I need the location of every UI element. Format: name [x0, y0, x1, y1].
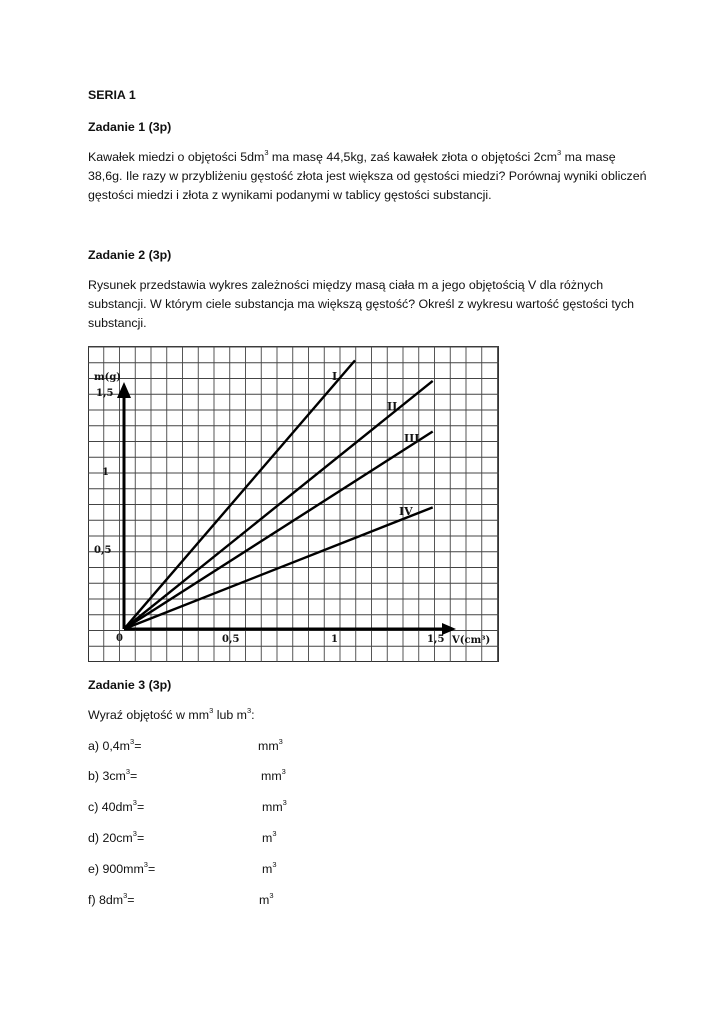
conversion-unit: $m^3$ — [262, 829, 277, 845]
conversion-item: e) $900mm^3=$ — [88, 860, 156, 876]
conversion-item: a) $0,4m^3=$ — [88, 737, 142, 753]
task2-text — [88, 276, 634, 333]
conversion-item: d) $20cm^3=$ — [88, 829, 145, 845]
conversion-item: f) $8dm^3=$ — [88, 891, 135, 907]
task2-line1: Rysunek przedstawia wykres zależności między masą ciała m a jego objętością V dla różnych — [88, 278, 604, 292]
x-axis-label: V(cm³) — [452, 635, 491, 646]
grid-border — [89, 347, 499, 662]
x-tick-label: 1 — [331, 634, 338, 645]
task2-line3: substancji. — [88, 316, 147, 330]
x-tick-label: 0,5 — [222, 634, 240, 645]
conversion-item: b) $3cm^3=$ — [88, 767, 138, 783]
series-line — [124, 381, 433, 629]
series-label: I — [332, 370, 338, 383]
task3-intro: Wyraź objętość w $mm^3$ lub $m^3$: — [88, 706, 255, 722]
task1-line1: Kawałek miedzi o objętości $5dm^3$ ma masę 44,5kg, zaś kawałek złota o objętości $2cm^3$ ma masę — [88, 148, 616, 164]
y-axis-label: m(g) — [94, 372, 122, 383]
task1-text — [88, 148, 647, 205]
conversion-unit: $m^3$ — [259, 891, 274, 907]
series-line — [124, 507, 433, 629]
task3-title: Zadanie 3 (3p) — [88, 678, 172, 692]
origin-label: 0 — [116, 633, 123, 644]
task1-line2: 38,6g. Ile razy w przybliżeniu gęstość złota jest większa od gęstości miedzi? Porównaj wyniki obliczeń — [88, 169, 647, 183]
series-line — [124, 360, 355, 629]
conversion-unit: $mm^3$ — [261, 767, 286, 783]
mass-volume-chart — [88, 346, 499, 662]
y-tick-label: 1 — [102, 467, 109, 478]
series-label: IV — [399, 505, 413, 518]
series-label: II — [387, 400, 398, 413]
task2-line2: substancji. W którym ciele substancja ma większą gęstość? Określ z wykresu wartość gęstości tych — [88, 297, 635, 311]
x-tick-label: 1,5 — [427, 634, 445, 645]
task1-title: Zadanie 1 (3p) — [88, 120, 172, 134]
y-tick-label: 0,5 — [94, 545, 112, 556]
conversion-item: c) $40dm^3=$ — [88, 798, 145, 814]
conversion-unit: $m^3$ — [262, 860, 277, 876]
series-label: III — [404, 432, 420, 445]
series-title: SERIA 1 — [88, 88, 136, 102]
conversion-unit: $mm^3$ — [258, 737, 283, 753]
conversion-unit: $mm^3$ — [262, 798, 287, 814]
task1-line3: gęstości miedzi i złota z wynikami podanymi w tablicy gęstości substancji. — [88, 188, 492, 202]
y-tick-label: 1,5 — [96, 388, 114, 399]
task2-title: Zadanie 2 (3p) — [88, 248, 172, 262]
